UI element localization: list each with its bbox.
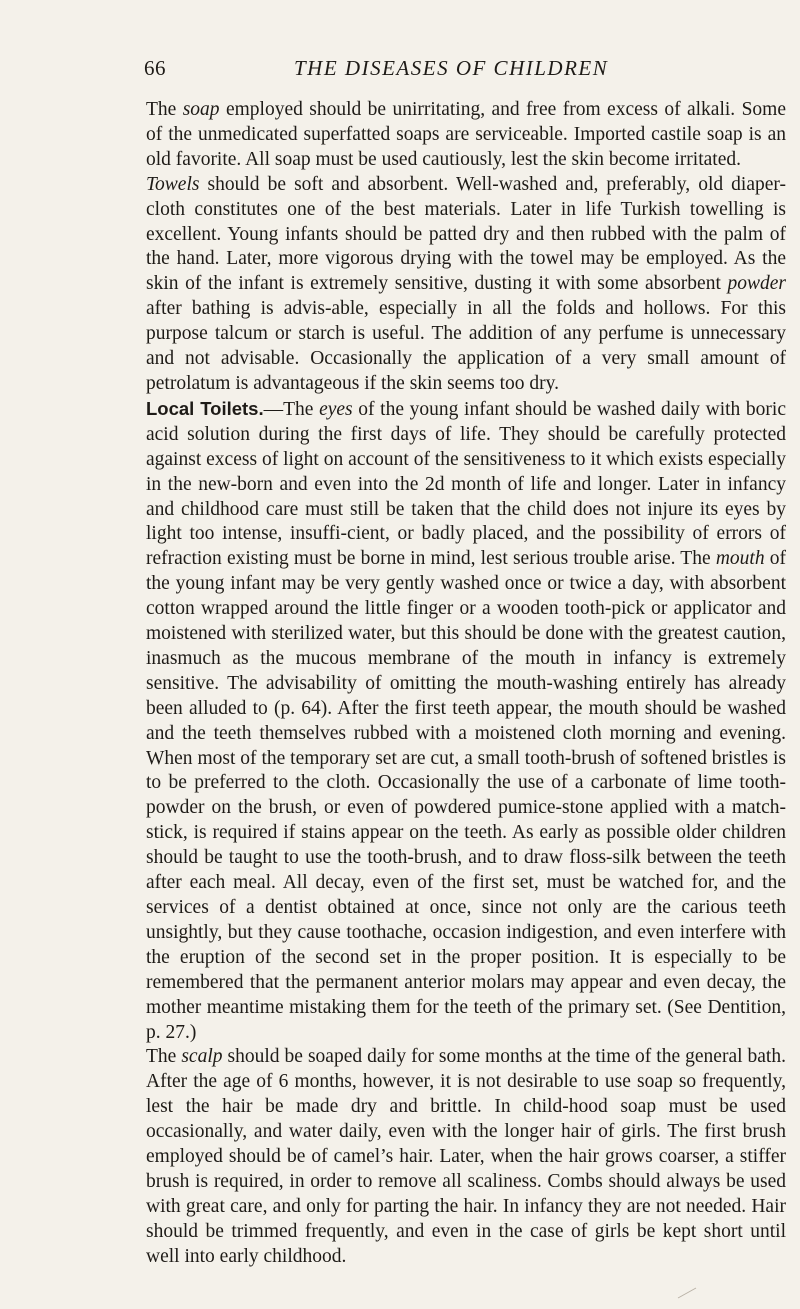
italic-term-scalp: scalp — [181, 1046, 223, 1068]
text-run: should be soft and absorbent. Well-washed and, preferably, old diaper-cloth constitutes one of the best materials. Later in life Turkish towelling is excellent. Young infants should be patted dry and then rubbed with the palm of the hand. Later, more vigorous drying with the towel may be employed. As the skin of the infant is extremely sensitive, dusting it with some absorbent — [146, 173, 786, 295]
text-run: —The — [263, 398, 320, 420]
text-run: The — [146, 1046, 182, 1068]
running-head — [144, 56, 780, 86]
text-run: of the young infant may be very gently washed once or twice a day, with absorbent cotton wrapped around the little finger or a wooden tooth-pick or applicator and moistened with sterilized water, but this should be done with the greatest caution, inasmuch as the mucous membrane of the mouth in infancy is extremely sensitive. The advisability of omitting the mouth-washing entirely has already been alluded to (p. 64). After the first teeth appear, the mouth should be washed and the teeth themselves rubbed with a moistened cloth morning and evening. When most of the temporary set are cut, a small tooth-brush of softened bristles is to be preferred to the cloth. Occasionally the use of a carbonate of lime tooth-powder on the brush, or even of powdered pumice-stone applied with a match-stick, is required if stains appear on the teeth. As early as possible older children should be taught to use the tooth-brush, and to draw floss-silk between the teeth after each meal. All decay, even of the first set, must be watched for, and the services of a dentist obtained at once, since not only are the carious teeth unsightly, but they cause toothache, occasion indigestion, and even interfere with the eruption of the second set in the proper position. It is especially to be remembered that the permanent anterior molars may appear and even decay, the mother meantime mistaking them for the teeth of the primary set. (See Dentition, p. 27.) — [146, 548, 786, 1043]
page-number: 66 — [144, 56, 166, 80]
section-heading-local-toilets: Local Toilets. — [146, 397, 264, 419]
body-text — [146, 98, 786, 1270]
text-run: of the young infant should be washed daily with boric acid solution during the first days of life. They should be carefully protected against excess of light on account of the sensitiveness to it which exists especially in the new-born and even into the 2d month of life and longer. Later in infancy and childhood care must still be taken that the child does not injure its eyes by light too intense, insuffi-cient, or badly placed, and the possibility of errors of refraction existing must be borne in mind, lest serious trouble arise. The — [146, 398, 786, 570]
italic-term-eyes: eyes — [319, 398, 353, 420]
italic-term-mouth: mouth — [715, 548, 765, 570]
italic-term-powder: powder — [727, 273, 786, 295]
paragraph-scalp — [146, 1045, 786, 1269]
italic-term-towels: Towels — [146, 173, 200, 195]
text-run: employed should be unirritating, and free from excess of alkali. Some of the unmedicated superfatted soaps are serviceable. Imported castile soap is an old favorite. All soap must be used cautiously, lest the skin become irritated. — [146, 99, 786, 170]
paragraph-local-toilets — [146, 397, 786, 1046]
paragraph-soap — [146, 98, 786, 173]
italic-term-soap: soap — [182, 99, 220, 120]
running-title: THE DISEASES OF CHILDREN — [294, 56, 609, 80]
text-run: after bathing is advis-able, especially in all the folds and hollows. For this purpose talcum or starch is useful. The addition of any perfume is unnecessary and not advisable. Occasionally the application of a very small amount of petrolatum is advantageous if the skin seems too dry. — [146, 298, 786, 394]
paragraph-towels — [146, 173, 786, 397]
text-run: should be soaped daily for some months at the time of the general bath. After the age of 6 months, however, it is not desirable to use soap so frequently, lest the hair be made dry and brittle. In child-hood soap must be used occasionally, and water daily, even with the longer hair of girls. The first brush employed should be of camel’s hair. Later, when the hair grows coarser, a stiffer brush is required, in order to remove all scaliness. Combs should always be used with great care, and only for parting the hair. In infancy they are not needed. Hair should be trimmed frequently, and even in the case of girls be kept short until well into early childhood. — [146, 1046, 786, 1267]
pencil-mark-icon — [676, 1270, 716, 1300]
text-run: The — [146, 99, 183, 120]
